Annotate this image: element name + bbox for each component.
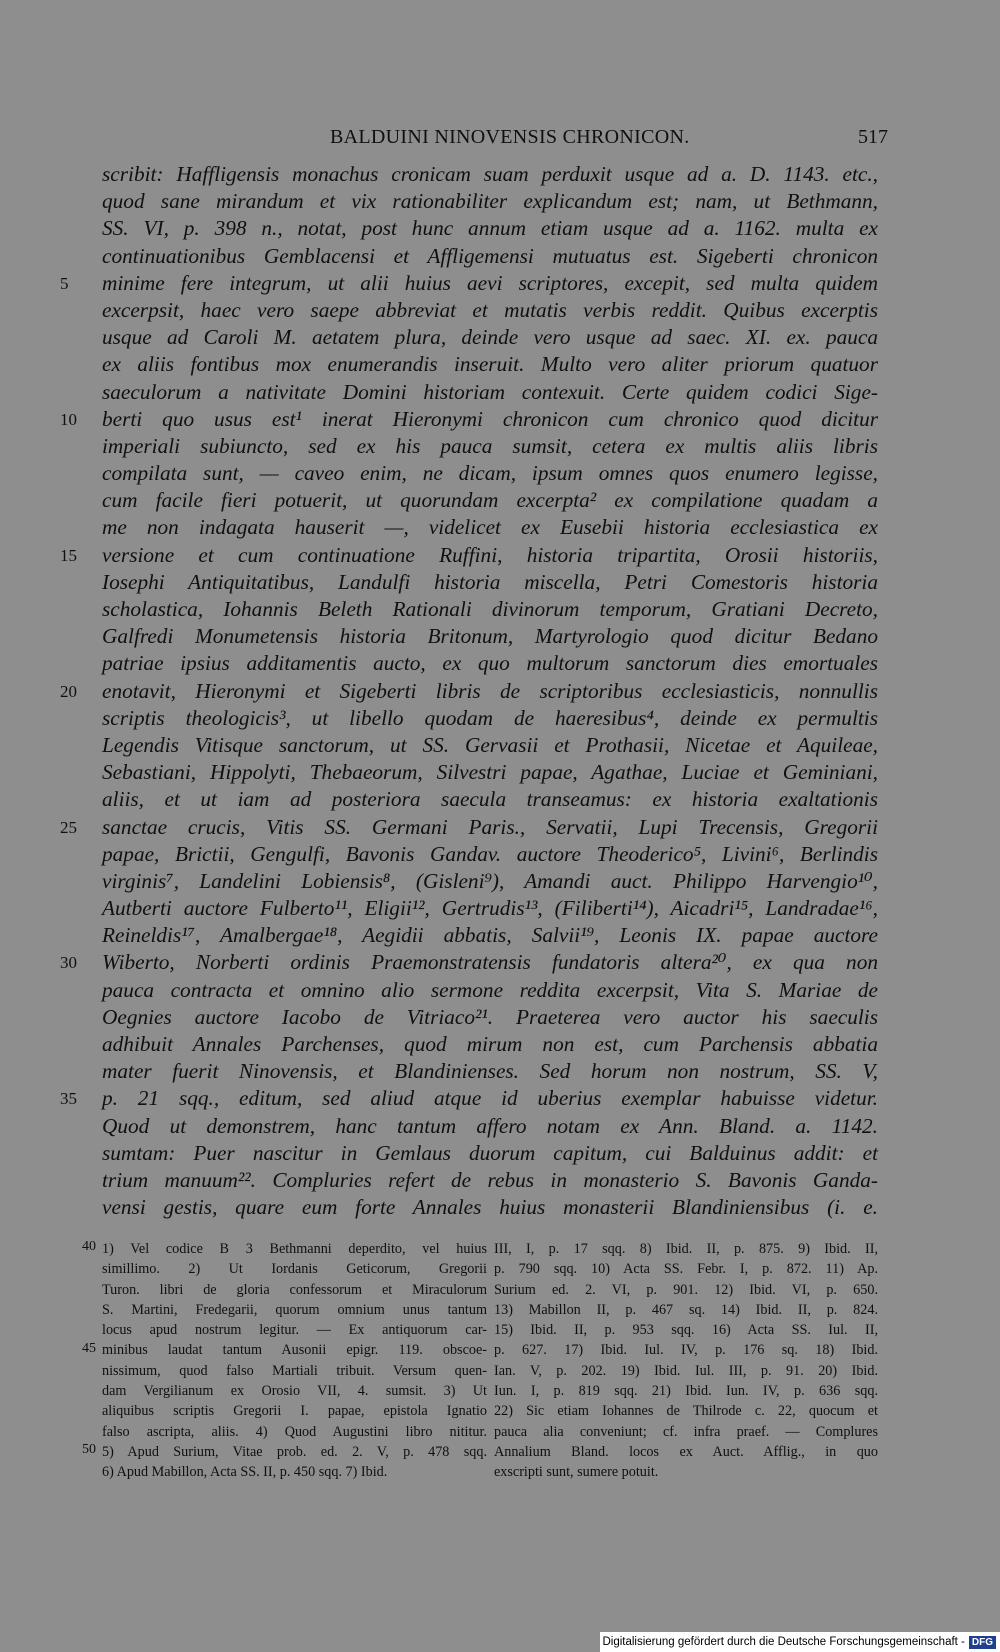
footnote-line: simillimo. 2) Ut Iordanis Geticorum, Gregorii <box>102 1261 487 1278</box>
footnote-line: p. 627. 17) Ibid. Iul. IV, p. 176 sq. 18) Ibid. <box>494 1342 878 1359</box>
footnote-line: falso ascripta, aliis. 4) Quod Augustini libro nititur. <box>102 1423 487 1440</box>
footnote-line: Surium ed. 2. VI, p. 901. 12) Ibid. VI, p. 650. <box>494 1281 878 1298</box>
text-line <box>60 243 880 270</box>
footnote-line: minibus laudat tantum Ausonii epigr. 119. obscoe- <box>102 1342 487 1359</box>
line-number: 30 <box>60 953 77 973</box>
text-line <box>60 841 880 868</box>
text-line <box>60 433 880 460</box>
line-text: versione et cum continuatione Ruffini, historia tripartita, Orosii historiis, <box>102 542 878 567</box>
text-line <box>60 814 880 841</box>
dfg-logo-icon: DFG <box>969 1636 996 1649</box>
line-text: trium manuum²². Compluries refert de rebus in monasterio S. Bavonis Ganda- <box>102 1167 878 1192</box>
footnotes-column-left <box>102 1239 487 1483</box>
text-line <box>60 623 880 650</box>
footnote-line: Annalium Bland. locos ex Auct. Afflig., in quo <box>494 1443 878 1460</box>
text-line <box>60 406 880 433</box>
line-text: Oegnies auctore Iacobo de Vitriaco²¹. Praeterea vero auctor his saeculis <box>102 1004 878 1029</box>
line-number: 20 <box>60 681 77 701</box>
text-line <box>60 1194 880 1221</box>
line-number: 25 <box>60 817 77 837</box>
line-text: excerpsit, haec vero saepe abbreviat et mutatis verbis reddit. Quibus excerptis <box>102 297 878 322</box>
line-text: compilata sunt, — caveo enim, ne dicam, ipsum omnes quos enumero legisse, <box>102 461 878 486</box>
text-line <box>60 1058 880 1085</box>
text-line <box>60 487 880 514</box>
text-line <box>60 678 880 705</box>
text-line <box>60 1031 880 1058</box>
text-line <box>60 732 880 759</box>
line-text: vensi gestis, quare eum forte Annales huius monasterii Blandiniensibus (i. e. <box>102 1195 878 1220</box>
line-text: Sebastiani, Hippolyti, Thebaeorum, Silvestri papae, Agathae, Luciae et Geminiani, <box>102 760 878 785</box>
line-text: enotavit, Hieronymi et Sigeberti libris de scriptoribus ecclesiasticis, nonnullis <box>102 678 878 703</box>
text-line <box>60 215 880 242</box>
line-number: 10 <box>60 409 77 429</box>
text-line <box>60 297 880 324</box>
footnote-line: Turon. libri de gloria confessorum et Miraculorum <box>102 1281 487 1298</box>
line-text: sumtam: Puer nascitur in Gemlaus duorum capitum, cui Balduinus addit: et <box>102 1140 878 1165</box>
line-number: 35 <box>60 1089 77 1109</box>
text-line <box>60 1085 880 1112</box>
line-text: Iosephi Antiquitatibus, Landulfi historia miscella, Petri Comestoris historia <box>102 569 878 594</box>
text-line <box>60 786 880 813</box>
text-line <box>60 351 880 378</box>
line-text: Reineldis¹⁷, Amalbergae¹⁸, Aegidii abbatis, Salvii¹⁹, Leonis IX. papae auctore <box>102 923 878 948</box>
footnote-line: exscripti sunt, sumere potuit. <box>494 1464 659 1481</box>
line-text: ex aliis fontibus mox enumerandis inseruit. Multo vero aliter priorum quatuor <box>102 352 878 377</box>
line-text: aliis, et ut iam ad posteriora saecula transeamus: ex historia exaltationis <box>102 787 878 812</box>
text-line <box>60 868 880 895</box>
text-line <box>60 161 880 188</box>
text-line <box>60 596 880 623</box>
footnote-line: 6) Apud Mabillon, Acta SS. II, p. 450 sqq. 7) Ibid. <box>102 1464 388 1481</box>
text-line <box>60 1004 880 1031</box>
text-line <box>60 705 880 732</box>
line-text: berti quo usus est¹ inerat Hieronymi chronicon cum chronico quod dicitur <box>102 406 878 431</box>
footer-text: Digitalisierung gefördert durch die Deutsche Forschungsgemeinschaft - <box>602 1636 965 1648</box>
text-line <box>60 460 880 487</box>
line-text: sanctae crucis, Vitis SS. Germani Paris., Servatii, Lupi Trecensis, Gregorii <box>102 814 878 839</box>
footnote-line: Ian. V, p. 202. 19) Ibid. Iul. III, p. 91. 20) Ibid. <box>494 1362 878 1379</box>
text-line <box>60 379 880 406</box>
text-line <box>60 949 880 976</box>
text-line <box>60 895 880 922</box>
text-line <box>60 569 880 596</box>
footnote-line-number: 45 <box>82 1340 96 1356</box>
text-line <box>60 270 880 297</box>
text-line <box>60 1167 880 1194</box>
footnote-line-number: 40 <box>82 1239 96 1254</box>
line-text: pauca contracta et omnino alio sermone reddita excerpsit, Vita S. Mariae de <box>102 977 878 1002</box>
footnote-line: nissimum, quod falso Martiali tribuit. Versum quen- <box>102 1362 487 1379</box>
text-line <box>60 324 880 351</box>
text-line <box>60 188 880 215</box>
footnote-line: III, I, p. 17 sqq. 8) Ibid. II, p. 875. 9) Ibid. II, <box>494 1241 878 1257</box>
line-text: quod sane mirandum et vix rationabiliter explicandum est; nam, ut Bethmann, <box>102 189 878 214</box>
footnote-line: pauca alia conveniunt; cf. infra praef. — Complures <box>494 1423 878 1440</box>
main-text-block <box>60 161 880 1221</box>
line-text: scriptis theologicis³, ut libello quodam de haeresibus⁴, deinde ex permultis <box>102 705 878 730</box>
footnote-line: 22) Sic etiam Iohannes de Thilrode c. 22, quocum et <box>494 1403 878 1420</box>
text-line <box>60 542 880 569</box>
text-line <box>60 977 880 1004</box>
text-line <box>60 1113 880 1140</box>
line-text: me non indagata hauserit —, videlicet ex Eusebii historia ecclesiastica ex <box>102 515 878 540</box>
line-text: cum facile fieri potuerit, ut quorundam excerpta² ex compilatione quadam a <box>102 488 878 513</box>
line-text: Wiberto, Norberti ordinis Praemonstratensis fundatoris altera²⁰, ex qua non <box>102 950 878 975</box>
line-text: saeculorum a nativitate Domini historiam contexuit. Certe quidem codici Sige- <box>102 379 878 404</box>
line-text: imperiali subiuncto, sed ex his pauca sumsit, cetera ex multis aliis libris <box>102 433 878 458</box>
footnote-line: p. 790 sqq. 10) Acta SS. Febr. I, p. 872. 11) Ap. <box>494 1261 878 1278</box>
page-header <box>0 126 1000 156</box>
line-text: Quod ut demonstrem, hanc tantum affero notam ex Ann. Bland. a. 1142. <box>102 1113 878 1138</box>
line-text: adhibuit Annales Parchenses, quod mirum non est, cum Parchensis abbatia <box>102 1032 878 1056</box>
line-text: Autberti auctore Fulberto¹¹, Eligii¹², Gertrudis¹³, (Filiberti¹⁴), Aicadri¹⁵, Landradae¹⁶, <box>102 896 878 921</box>
footnote-line: dam Vergilianum ex Orosio VII, 4. sumsit. 3) Ut <box>102 1383 487 1400</box>
running-title: BALDUINI NINOVENSIS CHRONICON. <box>330 126 690 148</box>
footnote-line: 13) Mabillon II, p. 467 sq. 14) Ibid. II, p. 824. <box>494 1301 878 1318</box>
line-text: papae, Brictii, Gengulfi, Bavonis Gandav. auctore Theoderico⁵, Livini⁶, Berlindis <box>102 841 878 866</box>
footnote-line: S. Martini, Fredegarii, quorum omnium unus tantum <box>102 1301 487 1318</box>
line-text: usque ad Caroli M. aetatem plura, deinde vero usque ad saec. XI. ex. pauca <box>102 325 878 350</box>
text-line <box>60 514 880 541</box>
footnote-line: 1) Vel codice B 3 Bethmanni deperdito, vel huius <box>102 1241 487 1257</box>
footnote-line-number: 50 <box>82 1442 96 1457</box>
line-text: p. 21 sqq., editum, sed aliud atque id uberius exemplar habuisse videtur. <box>102 1086 878 1111</box>
line-text: patriae ipsius additamentis aucto, ex quo multorum sanctorum dies emortuales <box>102 651 878 676</box>
digitization-footer <box>600 1632 1000 1652</box>
page-number: 517 <box>858 126 888 148</box>
line-text: SS. VI, p. 398 n., notat, post hunc annum etiam usque ad a. 1162. multa ex <box>102 216 878 241</box>
text-line <box>60 922 880 949</box>
footnote-line: Iun. I, p. 819 sqq. 21) Ibid. Iun. IV, p. 636 sqq. <box>494 1383 878 1400</box>
line-text: virginis⁷, Landelini Lobiensis⁸, (Gisleni⁹), Amandi auct. Philippo Harvengio¹⁰, <box>102 868 878 893</box>
line-number: 5 <box>60 273 69 293</box>
line-text: mater fuerit Ninovensis, et Blandinienses. Sed horum non nostrum, SS. V, <box>102 1059 878 1084</box>
line-text: minime fere integrum, ut alii huius aevi scriptores, excepit, sed multa quidem <box>102 270 878 295</box>
footnote-line: locus apud nostrum legitur. — Ex antiquorum car- <box>102 1322 487 1339</box>
line-text: Legendis Vitisque sanctorum, ut SS. Gervasii et Prothasii, Nicetae et Aquileae, <box>102 732 878 757</box>
text-line <box>60 759 880 786</box>
line-text: scribit: Haffligensis monachus cronicam suam perduxit usque ad a. D. 1143. etc., <box>102 162 878 186</box>
line-text: continuationibus Gemblacensi et Affligemensi mutuatus est. Sigeberti chronicon <box>102 243 878 268</box>
footnotes-column-right <box>494 1239 878 1483</box>
line-text: scholastica, Iohannis Beleth Rationali divinorum temporum, Gratiani Decreto, <box>102 597 878 621</box>
footnote-line: 5) Apud Surium, Vitae prob. ed. 2. V, p. 478 sqq. <box>102 1443 487 1460</box>
footnote-line: 15) Ibid. II, p. 953 sqq. 16) Acta SS. Iul. II, <box>494 1322 878 1339</box>
footnote-line: aliquibus scriptis Gregorii I. papae, epistola Ignatio <box>102 1403 487 1420</box>
line-number: 15 <box>60 545 77 565</box>
text-line <box>60 1140 880 1167</box>
line-text: Galfredi Monumetensis historia Britonum, Martyrologio quod dicitur Bedano <box>102 624 878 649</box>
text-line <box>60 650 880 677</box>
